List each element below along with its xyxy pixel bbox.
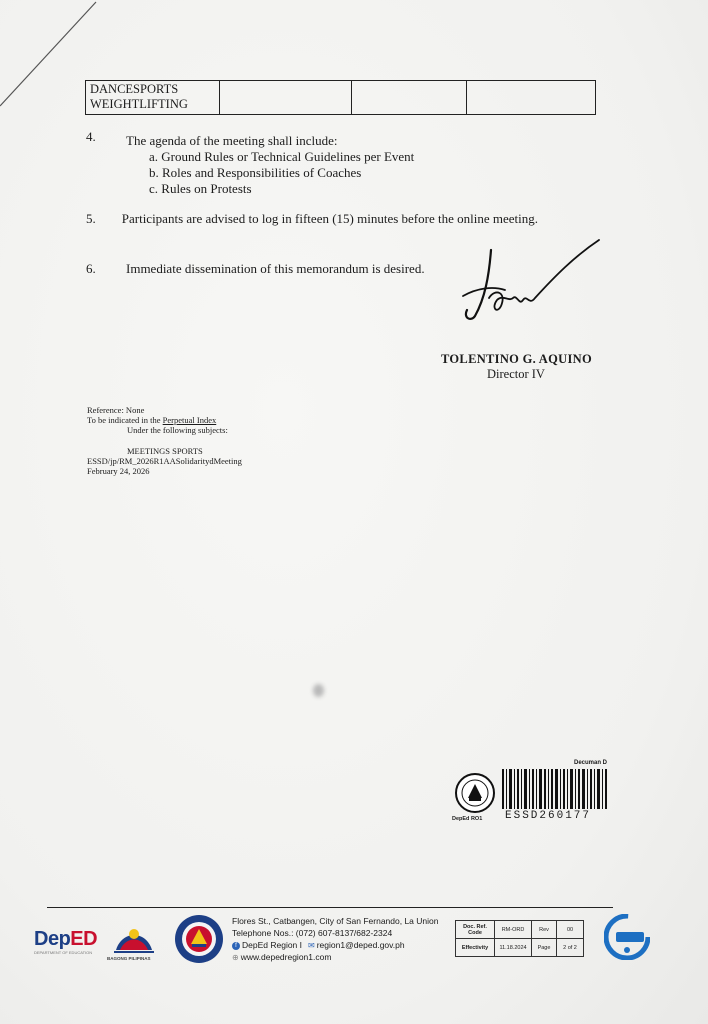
signatory-name: TOLENTINO G. AQUINO bbox=[441, 352, 592, 366]
footer-address: Flores St., Catbangen, City of San Fernando, La Union bbox=[232, 916, 439, 926]
deped-logo-subtitle: DEPARTMENT OF EDUCATION bbox=[34, 950, 93, 955]
perpetual-index-link: Perpetual Index bbox=[162, 415, 217, 425]
effectivity-label: Effectivity bbox=[456, 939, 495, 957]
item-number: 4. bbox=[86, 129, 96, 144]
item-number: 6. bbox=[86, 261, 96, 276]
effectivity-value: 11.18.2024 bbox=[495, 939, 532, 957]
iso-certification-icon bbox=[604, 914, 650, 960]
footer-facebook[interactable]: DepEd Region I bbox=[242, 940, 303, 950]
rev-value: 00 bbox=[557, 921, 584, 939]
table-cell bbox=[467, 81, 596, 115]
barcode-number: ESSD260177 bbox=[505, 810, 592, 822]
table-cell bbox=[220, 81, 352, 115]
deped-logo-dep: Dep bbox=[34, 928, 71, 950]
item-5-text: Participants are advised to log in fifteen (15) minutes before the online meeting. bbox=[121, 211, 538, 226]
document-barcode-stamp bbox=[452, 760, 612, 830]
document-date: February 24, 2026 bbox=[87, 466, 150, 476]
agenda-intro: The agenda of the meeting shall include: bbox=[126, 133, 338, 148]
doc-ref-value: RM-ORD bbox=[495, 921, 532, 939]
table-cell bbox=[352, 81, 467, 115]
item-6-text: Immediate dissemination of this memorandum is desired. bbox=[126, 261, 425, 276]
footer-website[interactable]: www.depedregion1.com bbox=[240, 952, 332, 962]
scan-smudge bbox=[313, 684, 324, 697]
item-number: 5. bbox=[86, 211, 96, 226]
barcode-icon bbox=[502, 769, 610, 809]
page-value: 2 of 2 bbox=[557, 939, 584, 957]
footer-contacts bbox=[232, 940, 405, 950]
table-row bbox=[456, 939, 584, 957]
reference-prefix: To be indicated in the bbox=[87, 415, 163, 425]
deped-logo-ed: ED bbox=[70, 928, 98, 950]
deped-seal-icon bbox=[454, 772, 496, 814]
stamp-seal-label: DepEd RO1 bbox=[452, 816, 483, 822]
agenda-item: c. Rules on Protests bbox=[149, 181, 252, 196]
signatory-title: Director IV bbox=[487, 367, 545, 381]
stamp-tag: Decuman D bbox=[574, 760, 608, 766]
footer-email[interactable]: region1@deped.gov.ph bbox=[316, 940, 405, 950]
email-icon: ✉ bbox=[308, 941, 315, 951]
bagong-pilipinas-logo-icon bbox=[112, 920, 156, 956]
handwritten-signature bbox=[455, 236, 605, 336]
subjects-list: MEETINGS SPORTS bbox=[127, 446, 203, 456]
deped-region-seal-icon bbox=[174, 914, 224, 964]
table-row bbox=[456, 921, 584, 939]
agenda-item: b. Roles and Responsibilities of Coaches bbox=[149, 165, 362, 180]
table-row bbox=[86, 81, 596, 115]
bagong-pilipinas-label: BAGONG PILIPINAS bbox=[107, 956, 151, 961]
sport-name: WEIGHTLIFTING bbox=[90, 97, 188, 111]
page-label: Page bbox=[532, 939, 557, 957]
deped-logo bbox=[34, 928, 97, 951]
sport-name: DANCESPORTS bbox=[90, 82, 179, 96]
footer-website-line bbox=[232, 952, 331, 962]
document-control-table bbox=[455, 920, 584, 957]
footer-telephone: Telephone Nos.: (072) 607-8137/682-2324 bbox=[232, 928, 393, 938]
doc-ref-label: Doc. Ref. Code bbox=[456, 921, 495, 939]
globe-icon: ⊕ bbox=[232, 953, 239, 962]
subjects-heading: Under the following subjects: bbox=[127, 425, 228, 435]
sports-table bbox=[85, 80, 596, 115]
document-code: ESSD/jp/RM_2026R1AASolidaritydMeeting bbox=[87, 456, 242, 466]
rev-label: Rev bbox=[532, 921, 557, 939]
footer-divider bbox=[47, 907, 613, 908]
agenda-item: a. Ground Rules or Technical Guidelines per Event bbox=[149, 149, 415, 164]
facebook-icon: f bbox=[232, 942, 240, 950]
perpetual-index-line bbox=[87, 415, 216, 425]
sport-name-cell bbox=[86, 81, 220, 115]
item-5-paragraph bbox=[86, 211, 578, 227]
reference-line: Reference: None bbox=[87, 405, 145, 415]
